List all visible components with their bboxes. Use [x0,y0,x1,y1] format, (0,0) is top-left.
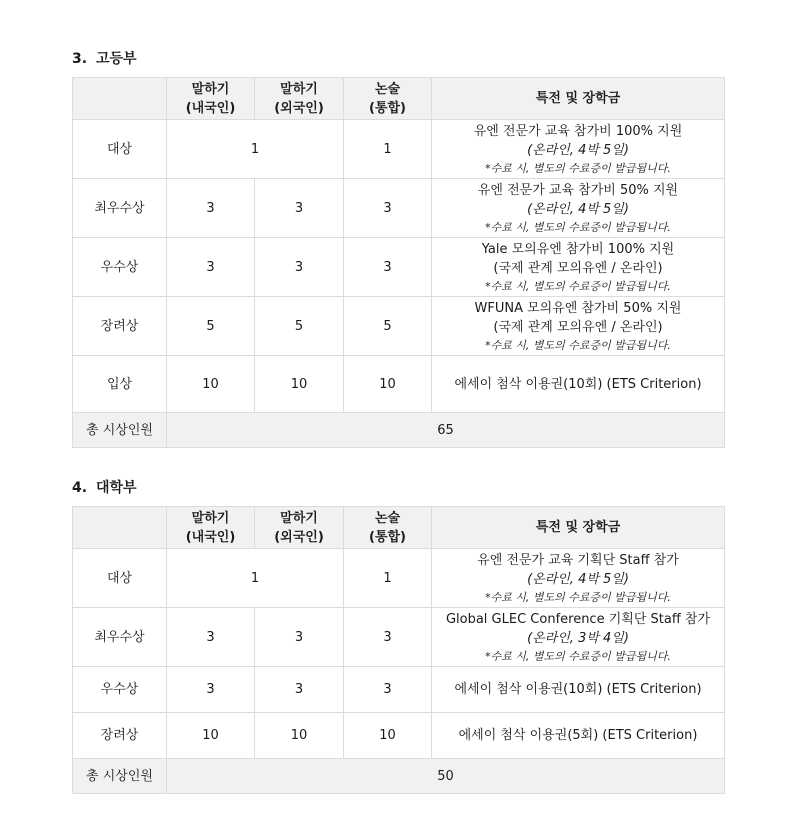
header-essay: 논술 (통합) [344,78,432,120]
benefit-note: *수료 시, 별도의 수료증이 발급됩니다. [485,220,671,234]
rank-cell: 대상 [73,120,167,179]
benefit-cell: 에세이 첨삭 이용권(5회) (ETS Criterion) [432,713,725,759]
rank-cell: 우수상 [73,238,167,297]
section-label: 대학부 [96,480,137,496]
benefit-text: WFUNA 모의유엔 참가비 50% 지원 [474,300,682,316]
section-number: 3. [72,51,88,67]
table-row [73,549,725,608]
speak-foreign-cell: 3 [255,667,344,713]
benefit-text: 유엔 전문가 교육 기획단 Staff 참가 [477,552,679,568]
total-label: 총 시상인원 [73,413,167,448]
rank-cell: 최우수상 [73,179,167,238]
section-number: 4. [72,480,88,496]
speak-kr-cell: 5 [167,297,255,356]
speak-foreign-cell: 10 [255,356,344,413]
speaking-merged-cell: 1 [167,549,344,608]
speak-foreign-cell: 3 [255,238,344,297]
benefit-cell [432,297,725,356]
table-header-row [73,78,725,120]
essay-cell: 3 [344,667,432,713]
speak-kr-cell: 3 [167,667,255,713]
speak-kr-cell: 10 [167,713,255,759]
benefit-cell: 에세이 첨삭 이용권(10회) (ETS Criterion) [432,667,725,713]
speak-kr-cell: 3 [167,179,255,238]
benefit-sub: (국제 관계 모의유엔 / 온라인) [493,319,663,335]
speak-foreign-cell: 10 [255,713,344,759]
essay-cell: 3 [344,238,432,297]
table-row [73,608,725,667]
benefit-sub: (국제 관계 모의유엔 / 온라인) [493,260,663,276]
header-speak-foreign: 말하기 (외국인) [255,507,344,549]
benefit-cell [432,238,725,297]
essay-cell: 10 [344,356,432,413]
benefit-cell: 에세이 첨삭 이용권(10회) (ETS Criterion) [432,356,725,413]
header-speak-foreign: 말하기 (외국인) [255,78,344,120]
benefit-cell [432,179,725,238]
benefit-cell [432,608,725,667]
total-value: 65 [167,413,725,448]
section-title-high [72,48,137,68]
essay-cell: 10 [344,713,432,759]
speak-foreign-cell: 5 [255,297,344,356]
benefit-text: 유엔 전문가 교육 참가비 100% 지원 [473,123,683,139]
rank-cell: 최우수상 [73,608,167,667]
speak-foreign-cell: 3 [255,179,344,238]
section-label: 고등부 [96,51,137,67]
essay-cell: 3 [344,179,432,238]
header-speak-kr: 말하기 (내국인) [167,78,255,120]
table-row [73,667,725,713]
essay-cell: 3 [344,608,432,667]
high-award-table [72,77,725,448]
essay-cell: 1 [344,120,432,179]
benefit-note: *수료 시, 별도의 수료증이 발급됩니다. [485,161,671,175]
benefit-cell [432,120,725,179]
header-essay: 논술 (통합) [344,507,432,549]
header-benefit: 특전 및 장학금 [432,78,725,120]
benefit-text: 유엔 전문가 교육 참가비 50% 지원 [477,182,679,198]
header-empty [73,507,167,549]
benefit-text: Yale 모의유엔 참가비 100% 지원 [481,241,675,257]
benefit-sub: (온라인, 3박 4일) [527,630,629,646]
benefit-note: *수료 시, 별도의 수료증이 발급됩니다. [485,590,671,604]
total-value: 50 [167,759,725,794]
essay-cell: 5 [344,297,432,356]
benefit-note: *수료 시, 별도의 수료증이 발급됩니다. [485,279,671,293]
benefit-text: Global GLEC Conference 기획단 Staff 참가 [445,611,711,627]
section-title-univ [72,477,137,497]
speak-foreign-cell: 3 [255,608,344,667]
table-row [73,179,725,238]
header-empty [73,78,167,120]
benefit-note: *수료 시, 별도의 수료증이 발급됩니다. [485,649,671,663]
header-speak-kr: 말하기 (내국인) [167,507,255,549]
essay-cell: 1 [344,549,432,608]
table-row [73,120,725,179]
header-benefit: 특전 및 장학금 [432,507,725,549]
table-header-row [73,507,725,549]
benefit-cell [432,549,725,608]
table-row [73,238,725,297]
rank-cell: 대상 [73,549,167,608]
rank-cell: 장려상 [73,297,167,356]
rank-cell: 우수상 [73,667,167,713]
benefit-sub: (온라인, 4박 5일) [527,571,629,587]
total-row [73,759,725,794]
table-row [73,356,725,413]
rank-cell: 장려상 [73,713,167,759]
benefit-note: *수료 시, 별도의 수료증이 발급됩니다. [485,338,671,352]
rank-cell: 입상 [73,356,167,413]
total-label: 총 시상인원 [73,759,167,794]
speaking-merged-cell: 1 [167,120,344,179]
benefit-sub: (온라인, 4박 5일) [527,142,629,158]
benefit-sub: (온라인, 4박 5일) [527,201,629,217]
speak-kr-cell: 3 [167,238,255,297]
table-row [73,713,725,759]
speak-kr-cell: 10 [167,356,255,413]
speak-kr-cell: 3 [167,608,255,667]
total-row [73,413,725,448]
table-row [73,297,725,356]
univ-award-table [72,506,725,794]
